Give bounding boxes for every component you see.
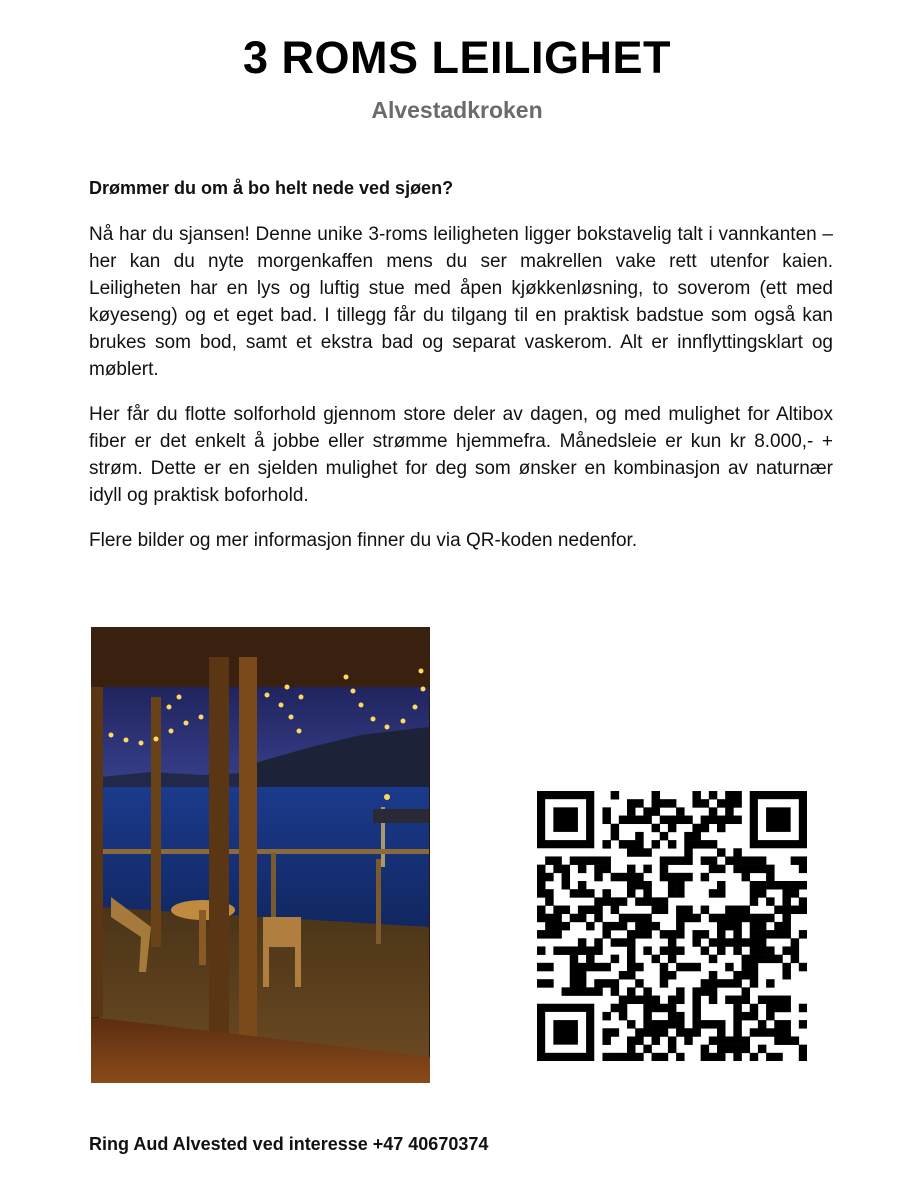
intro-heading: Drømmer du om å bo helt nede ved sjøen?: [89, 178, 454, 198]
balcony-photo: [91, 627, 430, 1083]
paragraph-more-info: Flere bilder og mer informasjon finner du via QR-koden nedenfor.: [89, 530, 638, 551]
page-subtitle: Alvestadkroken: [371, 97, 543, 123]
qr-code-pattern: [537, 791, 807, 1061]
listing-text: [89, 178, 833, 572]
paragraph-description: Nå har du sjansen! Denne unike 3-roms leiligheten ligger bokstavelig talt i vannkanten – her kan du nyte morgenkaffen mens du ser makrellen vake rett utenfor kaien. Leiligheten har en lys og luftig stue med åpen kjøkkenløsning, to soverom (ett med køyeseng) og et eget bad. I tillegg får du tilgang til en praktisk badstue som også kan brukes som bod, samt et ekstra bad og separat vaskerom. Alt er innflyttingsklart og møblert.: [89, 224, 833, 380]
paragraph-details: Her får du flotte solforhold gjennom store deler av dagen, og med mulighet for Altibox fiber er det enkelt å jobbe eller strømme hjemmefra. Månedsleie er kun kr 8.000,- + strøm. Dette er en sjelden mulighet for deg som ønsker en kombinasjon av naturnær idyll og praktisk boforhold.: [89, 404, 833, 506]
balcony-night-illustration: [91, 627, 430, 1083]
qr-code[interactable]: [537, 791, 807, 1061]
page-title: 3 ROMS LEILIGHET: [242, 32, 672, 83]
contact-line: Ring Aud Alvested ved interesse +47 40670374: [89, 1134, 489, 1154]
